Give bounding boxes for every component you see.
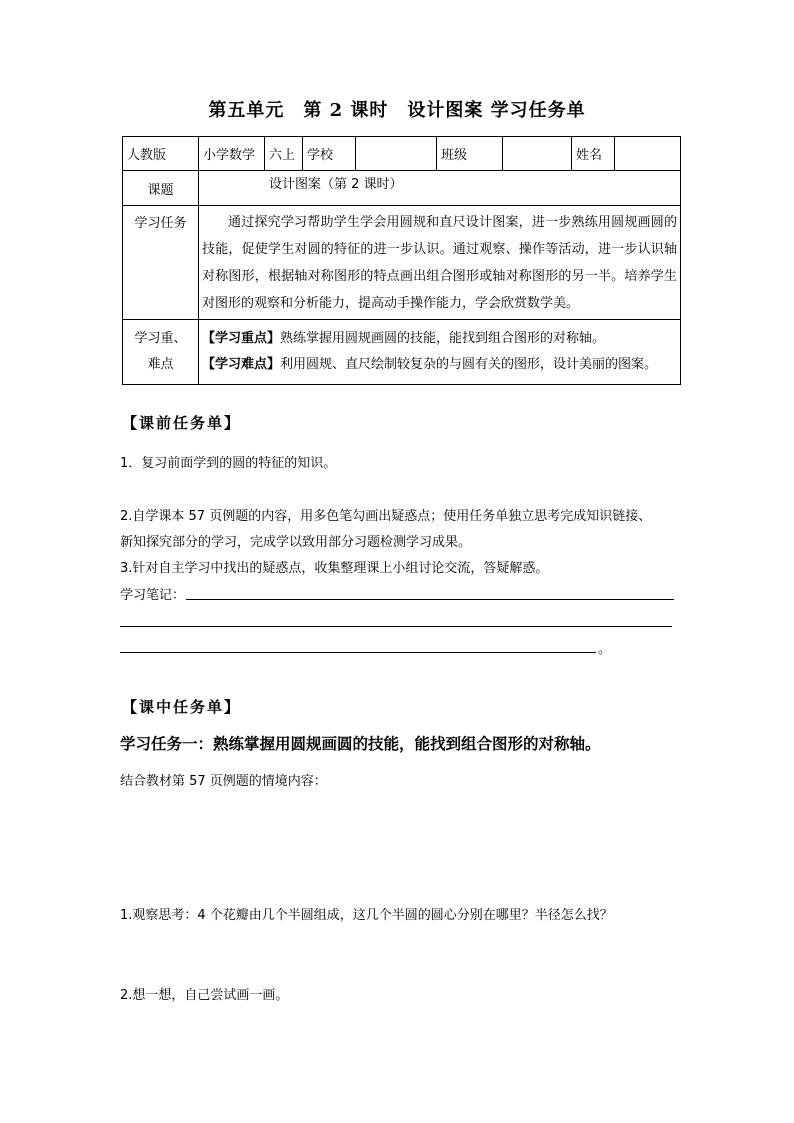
- notes-end-mark: 。: [598, 642, 612, 657]
- difficulty-tag: 【学习难点】: [202, 357, 281, 372]
- notes-line-2[interactable]: [120, 626, 672, 627]
- pre-class-heading: 【课前任务单】: [122, 414, 242, 432]
- question-2: 2.想一想，自己尝试画一画。: [120, 988, 289, 1003]
- school-field[interactable]: [356, 137, 437, 171]
- topic-row: [123, 171, 681, 206]
- task-row: [123, 206, 681, 320]
- key-points-label: [123, 320, 199, 385]
- key-point-tag: 【学习重点】: [202, 331, 281, 346]
- key-points-content: [199, 320, 681, 385]
- pre-class-item-1: 1．复习前面学到的圆的特征的知识。: [120, 456, 337, 471]
- key-points-row: [123, 320, 681, 385]
- topic-value: 设计图案（第 2 课时）: [199, 171, 681, 206]
- name-label: 姓名: [572, 137, 615, 171]
- info-table: [122, 136, 681, 385]
- question-1: 1.观察思考：4 个花瓣由几个半圆组成，这几个半圆的圆心分别在哪里？半径怎么找？: [120, 908, 613, 923]
- learning-task-1: 学习任务一：熟练掌握用圆规画圆的技能，能找到组合图形的对称轴。: [120, 734, 601, 753]
- page-title: 第五单元 第 2 课时 设计图案 学习任务单: [208, 100, 586, 121]
- name-field[interactable]: [615, 137, 681, 171]
- key-points-label-line1: 学习重、: [134, 331, 187, 346]
- pre-class-item-2-line-1: 2.自学课本 57 页例题的内容，用多色笔勾画出疑惑点；使用任务单独立思考完成知识链接、: [120, 509, 652, 524]
- class-label: 班级: [437, 137, 503, 171]
- edition-cell: 人教版: [123, 137, 199, 171]
- difficulty-text: 利用圆规、直尺绘制较复杂的与圆有关的图形，设计美丽的图案。: [280, 357, 658, 372]
- notes-label: 学习笔记：: [120, 588, 186, 603]
- key-points-label-line2: 难点: [147, 357, 174, 372]
- subject-cell: 小学数学: [199, 137, 265, 171]
- key-point-text: 熟练掌握用圆规画圆的技能，能找到组合图形的对称轴。: [280, 331, 606, 346]
- notes-line-3[interactable]: [120, 652, 596, 653]
- notes-line-1[interactable]: [186, 599, 674, 600]
- context-line: 结合教材第 57 页例题的情境内容：: [120, 774, 327, 789]
- key-point-line: [202, 326, 677, 352]
- pre-class-item-3: 3.针对自主学习中找出的疑惑点，收集整理课上小组讨论交流，答疑解惑。: [120, 561, 549, 576]
- task-label: 学习任务: [123, 206, 199, 320]
- topic-label: 课题: [123, 171, 199, 206]
- school-label: 学校: [303, 137, 356, 171]
- in-class-heading: 【课中任务单】: [122, 698, 242, 716]
- class-field[interactable]: [503, 137, 572, 171]
- grade-cell: 六上: [265, 137, 303, 171]
- task-text: 通过探究学习帮助学生学会用圆规和直尺设计图案，进一步熟练用圆规画圆的技能，促使学生对圆的特征的进一步认识。通过观察、操作等活动，进一步认识轴对称图形，根据轴对称图形的特点画出组合图形或轴对称图形的另一半。培养学生对图形的观察和分析能力，提高动手操作能力，学会欣赏数学美。: [199, 206, 681, 320]
- difficulty-line: [202, 352, 677, 378]
- header-row: [123, 137, 681, 171]
- pre-class-item-2-line-2: 新知探究部分的学习，完成学以致用部分习题检测学习成果。: [120, 535, 472, 550]
